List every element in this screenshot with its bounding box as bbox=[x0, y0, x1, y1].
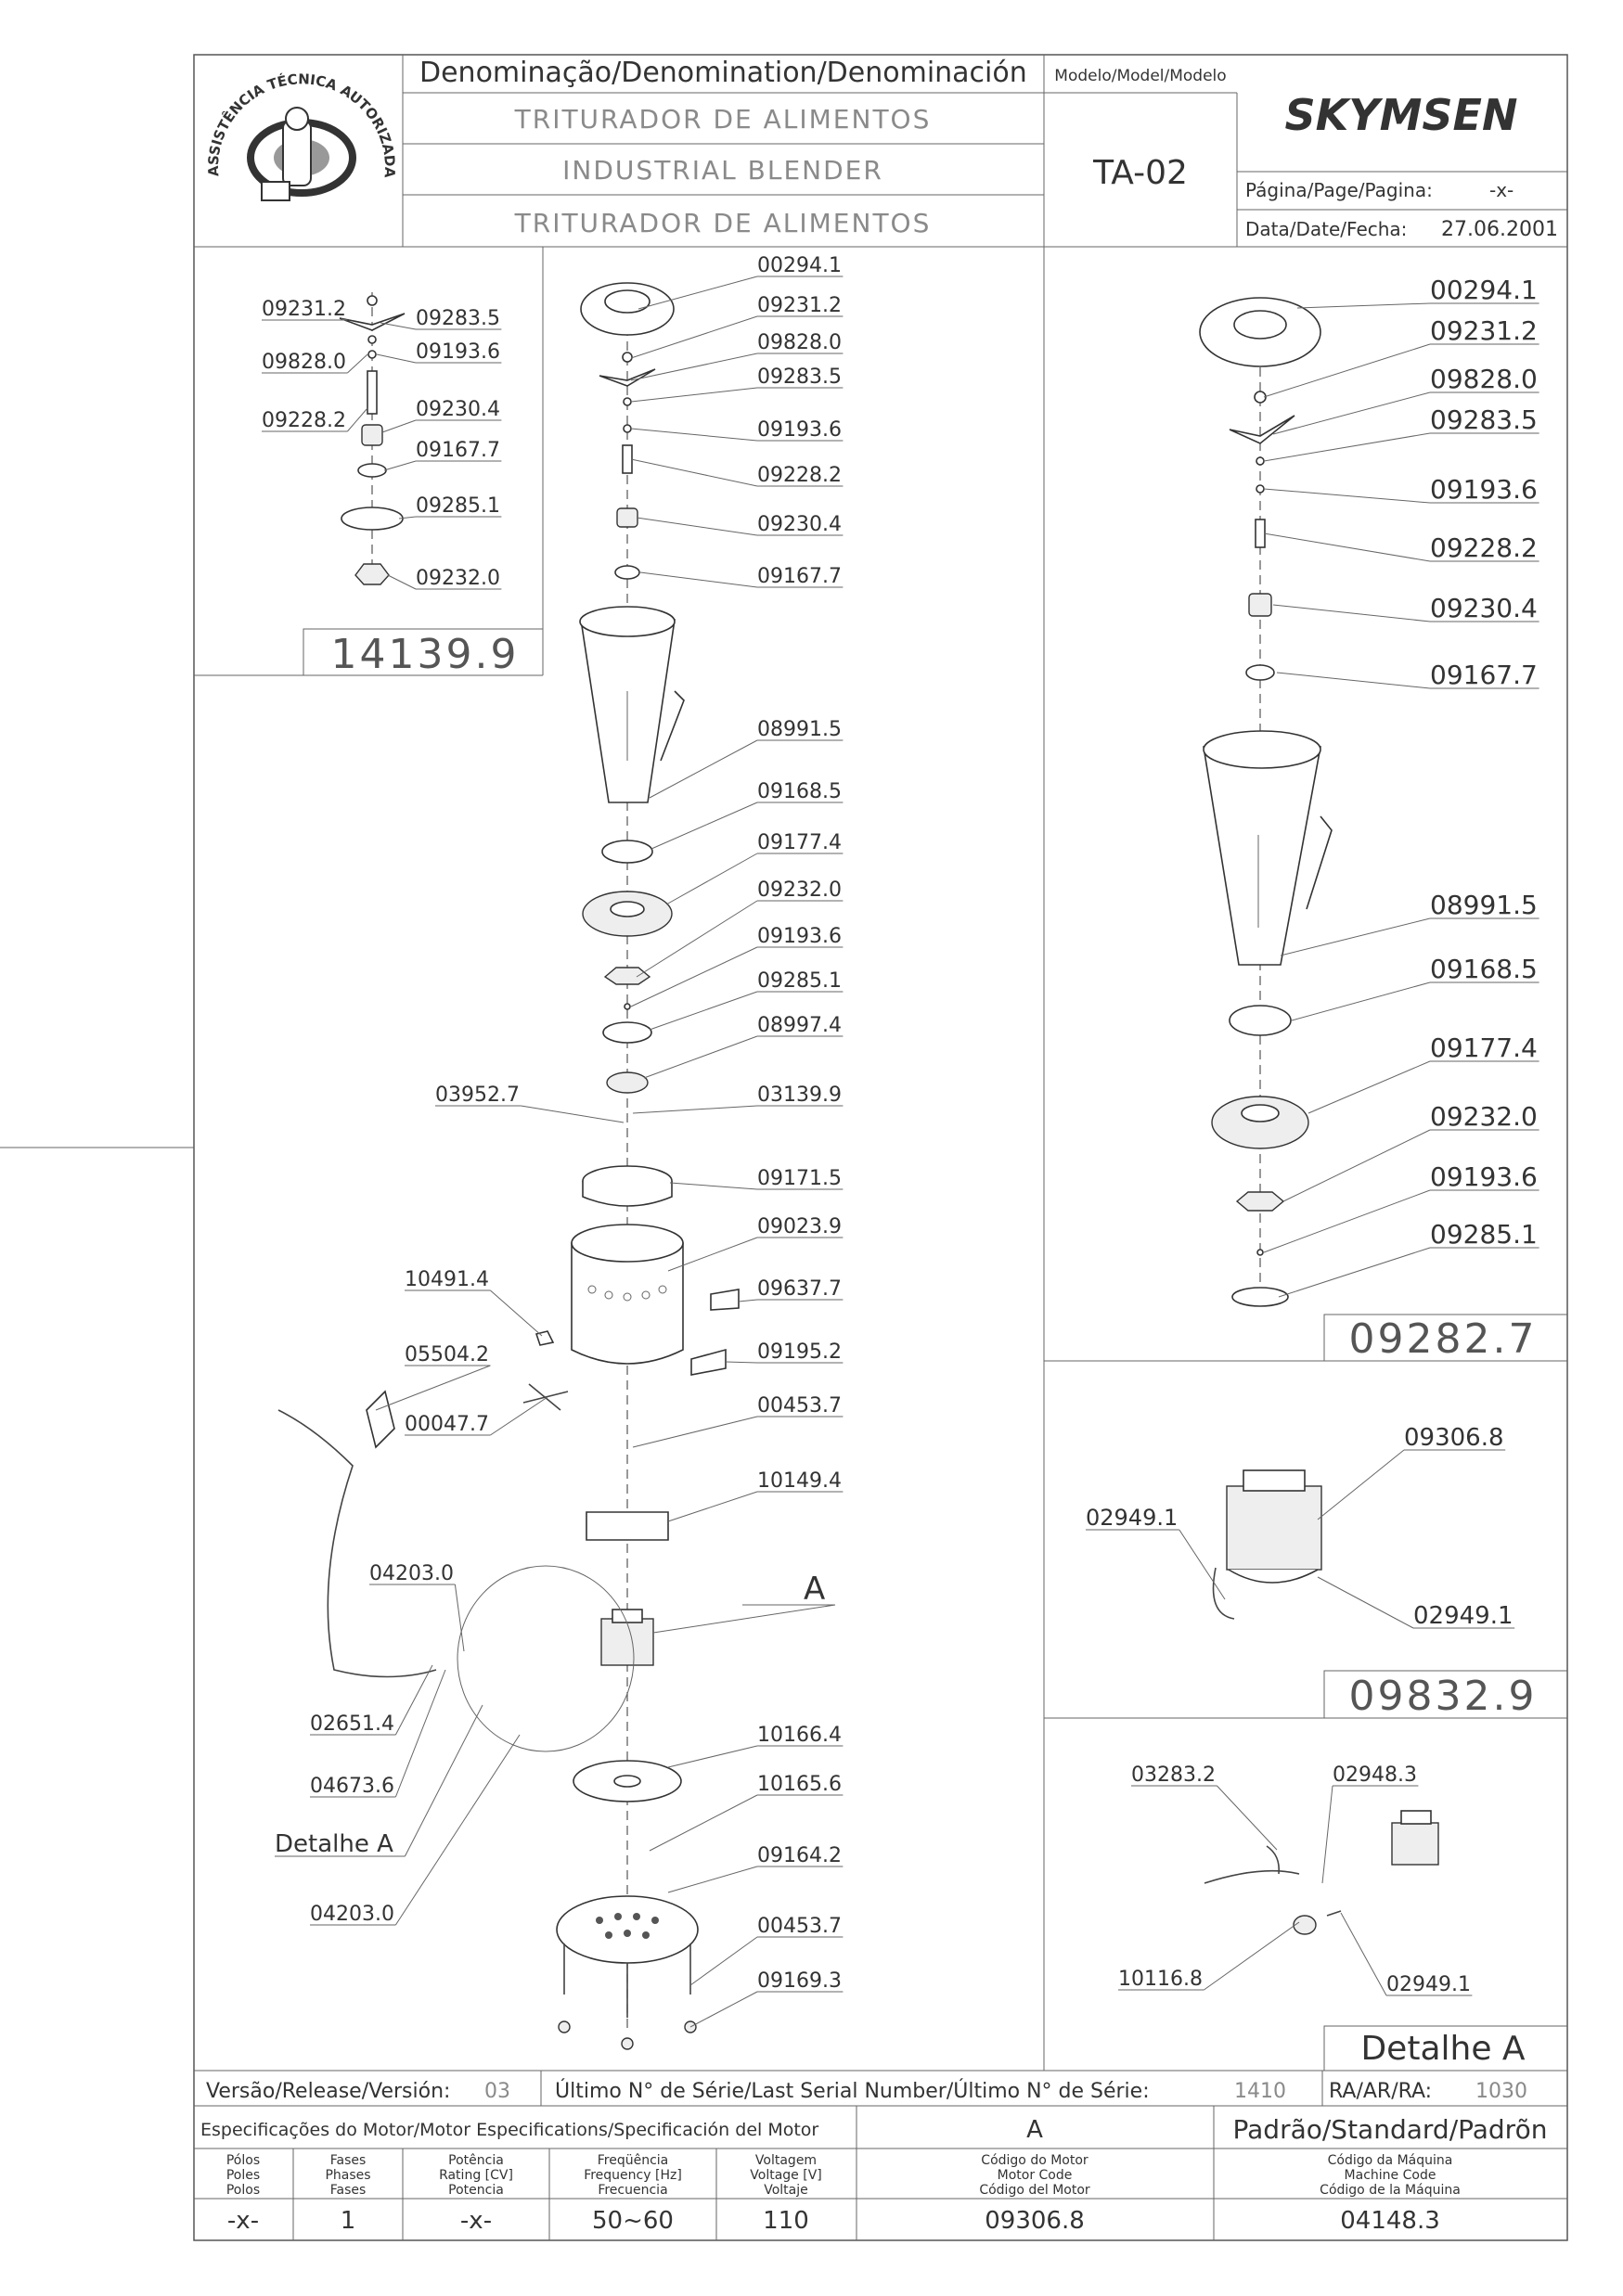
leader-line bbox=[690, 1992, 757, 2027]
spec-col-1-header-1: Phases bbox=[325, 2168, 371, 2183]
callout-center-left-0: 03952.7 bbox=[435, 1084, 520, 1107]
spec-col-2-header-2: Potencia bbox=[448, 2183, 504, 2198]
leader-line bbox=[726, 1362, 757, 1363]
leader-line bbox=[1264, 1190, 1430, 1252]
leader-line bbox=[650, 992, 757, 1030]
leader-line bbox=[376, 1366, 490, 1410]
callout-right-top-5: 09228.2 bbox=[1430, 532, 1538, 563]
spec-col-3-header-0: Freqüência bbox=[597, 2153, 669, 2168]
spec-columns bbox=[226, 2153, 1461, 2235]
leader-line bbox=[640, 572, 757, 587]
leader-line bbox=[388, 575, 416, 589]
leader-line bbox=[1308, 1061, 1430, 1113]
page-value: -x- bbox=[1489, 179, 1514, 201]
right-mid-code: 09832.9 bbox=[1348, 1673, 1538, 1720]
callout-labels bbox=[262, 254, 1539, 2027]
callout-right-top-13: 09285.1 bbox=[1430, 1219, 1538, 1250]
version-label: Versão/Release/Versión: bbox=[206, 2080, 451, 2103]
spec-col-5-header-1: Motor Code bbox=[997, 2168, 1073, 2183]
detail-a-drawing bbox=[1204, 1811, 1438, 1934]
leader-line bbox=[405, 1705, 483, 1856]
leader-line bbox=[377, 354, 416, 363]
model-label: Modelo/Model/Modelo bbox=[1054, 67, 1227, 85]
logo-lettering: ASSISTÊNCIA TÉCNICA AUTORIZADA bbox=[204, 71, 399, 179]
leader-line bbox=[1283, 1130, 1430, 1201]
spec-col-5-header-0: Código do Motor bbox=[981, 2153, 1088, 2168]
callout-center-right-27: 09169.3 bbox=[757, 1969, 842, 1993]
motor-drawing bbox=[1214, 1470, 1322, 1619]
callout-right-top-12: 09193.6 bbox=[1430, 1161, 1538, 1192]
leader-line bbox=[739, 1300, 757, 1302]
spec-col-4-header-2: Voltaje bbox=[764, 2183, 808, 2198]
leader-line bbox=[380, 323, 416, 329]
callout-right-mid-0: 09306.8 bbox=[1404, 1424, 1504, 1452]
callout-center-right-9: 09168.5 bbox=[757, 780, 842, 803]
callout-right-top-3: 09283.5 bbox=[1430, 404, 1538, 435]
jar-assembly-drawing bbox=[1200, 298, 1332, 1306]
leader-line bbox=[644, 1036, 757, 1078]
title-es: TRITURADOR DE ALIMENTOS bbox=[514, 208, 932, 238]
title-en: INDUSTRIAL BLENDER bbox=[562, 155, 883, 186]
blade-assembly-drawing bbox=[340, 292, 405, 584]
callout-center-left-3: 00047.7 bbox=[405, 1413, 489, 1436]
callout-center-right-26: 00453.7 bbox=[757, 1915, 842, 1938]
spec-col-3-value: 50~60 bbox=[592, 2207, 674, 2235]
top-left-code-box bbox=[303, 629, 543, 678]
callout-right-top-0: 00294.1 bbox=[1430, 275, 1538, 305]
leader-line bbox=[1179, 1530, 1225, 1599]
callout-center-right-5: 09228.2 bbox=[757, 464, 842, 487]
callout-center-left-1: 10491.4 bbox=[405, 1268, 489, 1291]
callout-center-left-4: 04203.0 bbox=[369, 1562, 454, 1585]
leader-line bbox=[395, 1735, 520, 1925]
callout-right-top-11: 09232.0 bbox=[1430, 1101, 1538, 1132]
callout-center-right-10: 09177.4 bbox=[757, 831, 842, 854]
callout-tl-0: 09231.2 bbox=[262, 298, 346, 321]
spec-col-4-value: 110 bbox=[763, 2207, 809, 2235]
spec-col-5-header-2: Código del Motor bbox=[979, 2183, 1090, 2198]
spec-col-1-header-0: Fases bbox=[329, 2153, 367, 2168]
spec-col-1-value: 1 bbox=[340, 2207, 356, 2235]
leader-line bbox=[631, 353, 757, 380]
callout-tl-1: 09283.5 bbox=[416, 307, 500, 330]
version-value: 03 bbox=[484, 2080, 510, 2103]
callout-center-left-5: 02651.4 bbox=[310, 1712, 394, 1736]
callout-center-right-15: 03139.9 bbox=[757, 1084, 842, 1107]
spec-col-0-header-2: Polos bbox=[225, 2183, 261, 2198]
leader-line bbox=[490, 1290, 542, 1336]
spec-table bbox=[194, 2106, 1567, 2240]
callout-right-top-8: 08991.5 bbox=[1430, 890, 1538, 920]
spec-col-2-header-0: Potência bbox=[448, 2153, 504, 2168]
date-value: 27.06.2001 bbox=[1441, 218, 1558, 241]
leader-line bbox=[633, 1417, 757, 1447]
spec-col-0-header-1: Poles bbox=[225, 2168, 261, 2183]
spec-col-0-value: -x- bbox=[226, 2207, 260, 2235]
leader-line bbox=[1341, 1913, 1386, 1995]
callout-right-bottom-3: 02949.1 bbox=[1386, 1973, 1471, 1996]
right-top-code-box bbox=[1324, 1315, 1567, 1363]
callout-center-right-8: 08991.5 bbox=[757, 718, 842, 741]
callout-center-right-17: 09023.9 bbox=[757, 1215, 842, 1238]
ra-value: 1030 bbox=[1475, 2080, 1527, 2103]
callout-right-mid-2: 02949.1 bbox=[1413, 1602, 1514, 1630]
spec-col-4-header-1: Voltage [V] bbox=[750, 2168, 822, 2183]
detail-a-title-box bbox=[1324, 2026, 1567, 2071]
callout-right-mid-1: 02949.1 bbox=[1086, 1505, 1179, 1531]
leader-line bbox=[1204, 1922, 1299, 1990]
title-pt: TRITURADOR DE ALIMENTOS bbox=[514, 104, 932, 135]
callout-right-bottom-0: 03283.2 bbox=[1131, 1764, 1216, 1787]
spec-col-6-header-2: Código de la Máquina bbox=[1320, 2183, 1461, 2198]
callout-center-right-23: 10166.4 bbox=[757, 1724, 842, 1747]
date-label: Data/Date/Fecha: bbox=[1245, 218, 1408, 240]
callout-right-top-1: 09231.2 bbox=[1430, 315, 1538, 346]
callout-center-right-25: 09164.2 bbox=[757, 1844, 842, 1867]
leader-line bbox=[1264, 489, 1430, 503]
callout-center-right-2: 09828.0 bbox=[757, 331, 842, 354]
serial-value: 1410 bbox=[1234, 2080, 1286, 2103]
leader-line bbox=[631, 459, 757, 486]
model-value: TA-02 bbox=[1093, 154, 1188, 192]
callout-tl-3: 09193.6 bbox=[416, 340, 500, 364]
spec-col-4-header-0: Voltagem bbox=[754, 2153, 818, 2168]
leader-line bbox=[631, 388, 757, 402]
spec-col-3-header-1: Frequency [Hz] bbox=[584, 2168, 682, 2183]
authorized-service-logo bbox=[205, 71, 398, 200]
callout-center-left-8: 04203.0 bbox=[310, 1903, 394, 1926]
callout-tl-4: 09228.2 bbox=[262, 409, 346, 432]
leader-line bbox=[668, 1492, 757, 1521]
callout-center-right-20: 00453.7 bbox=[757, 1394, 842, 1417]
leader-line bbox=[1279, 1248, 1430, 1297]
leader-line bbox=[490, 1397, 547, 1435]
callout-center-right-22: A bbox=[804, 1571, 826, 1608]
leader-line bbox=[653, 1605, 835, 1633]
callout-center-right-11: 09232.0 bbox=[757, 879, 842, 902]
standard-label: Padrão/Standard/Padrõn bbox=[1232, 2114, 1548, 2145]
motor-spec-label: Especificações do Motor/Motor Especifications/Specificación del Motor bbox=[200, 2120, 819, 2140]
leader-line bbox=[395, 1670, 445, 1797]
callout-right-bottom-2: 10116.8 bbox=[1118, 1968, 1203, 1991]
callout-tl-7: 09285.1 bbox=[416, 494, 500, 518]
spec-col-6-header-1: Machine Code bbox=[1344, 2168, 1436, 2183]
callout-right-top-4: 09193.6 bbox=[1430, 474, 1538, 505]
callout-center-left-7: Detalhe A bbox=[275, 1830, 393, 1858]
leader-line bbox=[633, 1106, 757, 1113]
callout-tl-8: 09232.0 bbox=[416, 567, 500, 590]
leader-line bbox=[382, 420, 416, 432]
leader-line bbox=[637, 518, 757, 535]
callout-right-top-6: 09230.4 bbox=[1430, 593, 1538, 623]
leader-line bbox=[668, 1866, 757, 1892]
sheet-frame bbox=[194, 55, 1567, 2240]
callout-center-right-16: 09171.5 bbox=[757, 1167, 842, 1190]
callout-center-right-19: 09195.2 bbox=[757, 1340, 842, 1364]
callout-tl-5: 09230.4 bbox=[416, 398, 500, 421]
callout-tl-6: 09167.7 bbox=[416, 439, 500, 462]
callout-center-right-6: 09230.4 bbox=[757, 513, 842, 536]
leader-line bbox=[384, 461, 416, 470]
brand-logo: SKYMSEN bbox=[1284, 90, 1518, 140]
callout-center-left-2: 05504.2 bbox=[405, 1343, 489, 1366]
callout-center-right-12: 09193.6 bbox=[757, 925, 842, 948]
callout-center-right-3: 09283.5 bbox=[757, 366, 842, 389]
spec-col-5-value: 09306.8 bbox=[985, 2207, 1085, 2235]
callout-center-right-13: 09285.1 bbox=[757, 969, 842, 993]
callout-center-right-0: 00294.1 bbox=[757, 254, 842, 277]
callout-center-right-21: 10149.4 bbox=[757, 1469, 842, 1493]
leader-line bbox=[521, 1106, 624, 1122]
callout-tl-2: 09828.0 bbox=[262, 351, 346, 374]
leader-line bbox=[651, 802, 757, 849]
ra-label: RA/AR/RA: bbox=[1329, 2080, 1433, 2103]
callout-right-top-9: 09168.5 bbox=[1430, 954, 1538, 984]
page-label: Página/Page/Pagina: bbox=[1245, 179, 1433, 201]
detail-a-title: Detalhe A bbox=[1360, 2030, 1526, 2068]
spec-col-3-header-2: Frecuencia bbox=[598, 2183, 668, 2198]
leader-line bbox=[1273, 392, 1430, 434]
leader-line bbox=[1217, 1786, 1277, 1850]
leader-line bbox=[690, 1937, 757, 1985]
callout-center-right-7: 09167.7 bbox=[757, 565, 842, 588]
top-left-code: 14139.9 bbox=[330, 631, 520, 678]
leader-line bbox=[1318, 1450, 1404, 1520]
leader-line bbox=[670, 1183, 757, 1189]
callout-center-right-4: 09193.6 bbox=[757, 418, 842, 442]
leader-line bbox=[347, 354, 367, 373]
leader-line bbox=[1281, 918, 1430, 956]
callout-center-right-14: 08997.4 bbox=[757, 1014, 842, 1037]
callout-right-top-7: 09167.7 bbox=[1430, 660, 1538, 690]
right-mid-code-box bbox=[1324, 1671, 1567, 1720]
leader-line bbox=[650, 1795, 757, 1851]
spec-col-6-header-0: Código da Máquina bbox=[1327, 2153, 1453, 2168]
spec-col-2-header-1: Rating [CV] bbox=[439, 2168, 513, 2183]
callout-center-right-1: 09231.2 bbox=[757, 294, 842, 317]
callout-center-left-6: 04673.6 bbox=[310, 1775, 394, 1798]
leader-line bbox=[1264, 433, 1430, 461]
leader-line bbox=[1273, 605, 1430, 622]
leader-line bbox=[666, 853, 757, 904]
leader-line bbox=[631, 429, 757, 441]
callout-center-right-24: 10165.6 bbox=[757, 1773, 842, 1796]
leader-line bbox=[1277, 673, 1430, 688]
leader-line bbox=[1292, 982, 1430, 1020]
leader-line bbox=[1264, 533, 1430, 561]
spec-col-1-header-2: Fases bbox=[329, 2183, 367, 2198]
callout-right-top-2: 09828.0 bbox=[1430, 364, 1538, 394]
serial-label: Último N° de Série/Last Serial Number/Último N° de Série: bbox=[555, 2080, 1150, 2103]
denomination-label: Denominação/Denomination/Denominación bbox=[419, 57, 1027, 89]
leader-line bbox=[668, 1746, 757, 1767]
spec-col-6-value: 04148.3 bbox=[1340, 2207, 1440, 2235]
leader-line bbox=[1318, 1577, 1413, 1628]
callout-right-top-10: 09177.4 bbox=[1430, 1033, 1538, 1063]
callout-center-right-18: 09637.7 bbox=[757, 1277, 842, 1301]
release-row bbox=[194, 2071, 1567, 2106]
header bbox=[194, 55, 1567, 247]
spec-col-2-value: -x- bbox=[459, 2207, 493, 2235]
variant-label: A bbox=[1026, 2116, 1043, 2144]
leader-line bbox=[455, 1584, 464, 1651]
leader-line bbox=[1297, 303, 1430, 308]
spec-col-0-header-0: Pólos bbox=[225, 2153, 261, 2168]
leader-line bbox=[1322, 1786, 1333, 1883]
callout-right-bottom-1: 02948.3 bbox=[1333, 1764, 1417, 1787]
right-top-code: 09282.7 bbox=[1348, 1315, 1538, 1363]
